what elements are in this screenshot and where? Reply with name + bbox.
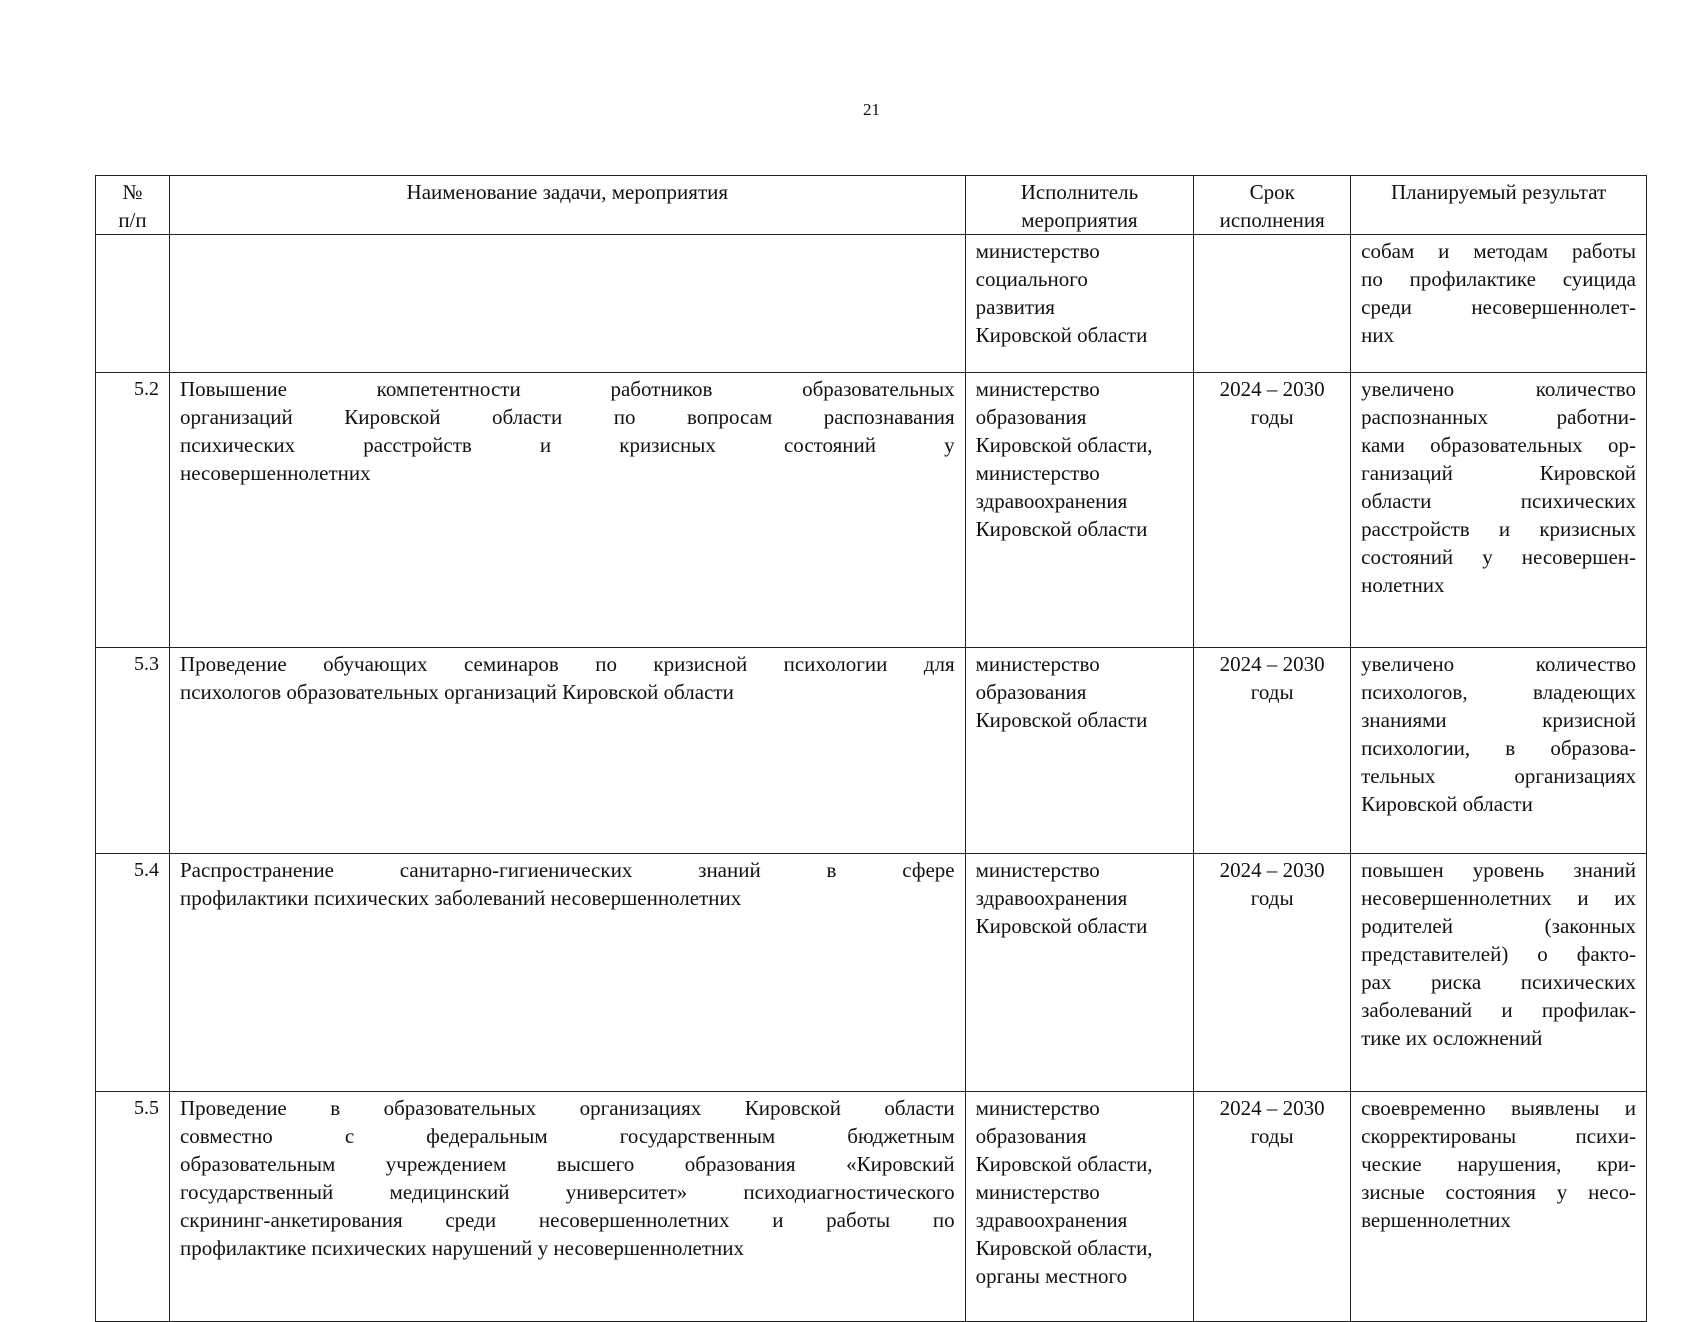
cell-executor — [965, 373, 1194, 648]
header-term-line: исполнения — [1219, 208, 1325, 232]
cell-executor — [965, 854, 1194, 1092]
header-task — [169, 176, 965, 235]
result-line: ками образовательных ор- — [1361, 433, 1636, 457]
executor-line: министерство — [975, 239, 1100, 263]
cell-term — [1194, 648, 1351, 854]
term-line: 2024 – 2030 — [1219, 377, 1325, 401]
term-line: годы — [1250, 886, 1294, 910]
result-line: несовершеннолетних и их — [1361, 886, 1636, 910]
term-line: 2024 – 2030 — [1219, 858, 1325, 882]
task-line: психологов образовательных организаций Кировской области — [179, 680, 734, 704]
task-line: государственный медицинский университет» психодиагностического — [179, 1180, 955, 1204]
cell-task — [169, 854, 965, 1092]
executor-line: образования — [975, 405, 1087, 429]
result-line: вершеннолетних — [1361, 1208, 1511, 1232]
result-line: повышен уровень знаний — [1361, 858, 1636, 882]
result-line: Кировской области — [1361, 792, 1533, 816]
term-line: годы — [1250, 1124, 1294, 1148]
executor-line: Кировской области — [975, 323, 1148, 347]
header-executor-line: мероприятия — [1021, 208, 1138, 232]
cell-executor — [965, 235, 1194, 373]
task-line: несовершеннолетних — [179, 461, 371, 485]
executor-line: Кировской области, — [975, 1152, 1153, 1176]
result-line: психологов, владеющих — [1361, 680, 1636, 704]
executor-line: министерство — [975, 858, 1100, 882]
result-line: представителей) о факто- — [1361, 942, 1636, 966]
header-executor — [965, 176, 1194, 235]
result-line: тике их осложнений — [1361, 1026, 1543, 1050]
header-term-line: Срок — [1249, 180, 1295, 204]
executor-line: Кировской области — [975, 708, 1148, 732]
table-row — [96, 373, 1647, 648]
term-line: 2024 – 2030 — [1219, 1096, 1325, 1120]
cell-num: 5.4 — [96, 854, 170, 1092]
executor-line: здравоохранения — [975, 1208, 1128, 1232]
table-row — [96, 1092, 1647, 1322]
cell-task — [169, 1092, 965, 1322]
term-line: 2024 – 2030 — [1219, 652, 1325, 676]
result-line: области психических — [1361, 489, 1636, 513]
task-line: профилактики психических заболеваний несовершеннолетних — [179, 886, 742, 910]
result-line: по профилактике суицида — [1361, 267, 1636, 291]
executor-line: здравоохранения — [975, 886, 1128, 910]
header-num-line: п/п — [118, 208, 147, 232]
result-line: собам и методам работы — [1361, 239, 1636, 263]
cell-term — [1194, 854, 1351, 1092]
table-row — [96, 648, 1647, 854]
result-line: нолетних — [1361, 573, 1445, 597]
result-line: расстройств и кризисных — [1361, 517, 1636, 541]
task-line: Проведение в образовательных организациях Кировской области — [179, 1096, 955, 1120]
executor-line: Кировской области, — [975, 1236, 1153, 1260]
executor-line: органы местного — [975, 1264, 1128, 1288]
result-line: увеличено количество — [1361, 377, 1636, 401]
task-line: психических расстройств и кризисных состояний у — [179, 433, 955, 457]
result-line: своевременно выявлены и — [1361, 1096, 1636, 1120]
header-result — [1351, 176, 1647, 235]
cell-task — [169, 235, 965, 373]
result-line: знаниями кризисной — [1361, 708, 1636, 732]
cell-task — [169, 648, 965, 854]
result-line: распознанных работни- — [1361, 405, 1636, 429]
result-line: психологии, в образова- — [1361, 736, 1636, 760]
cell-result — [1351, 648, 1647, 854]
result-line: ганизаций Кировской — [1361, 461, 1636, 485]
task-line: образовательным учреждением высшего образования «Кировский — [179, 1152, 955, 1176]
header-executor-line: Исполнитель — [1020, 180, 1139, 204]
result-line: них — [1361, 323, 1395, 347]
result-line: родителей (законных — [1361, 914, 1636, 938]
task-line: Проведение обучающих семинаров по кризисной психологии для — [179, 652, 955, 676]
executor-line: развития — [975, 295, 1055, 319]
executor-line: социального — [975, 267, 1088, 291]
executor-line: министерство — [975, 652, 1100, 676]
table-row — [96, 235, 1647, 373]
task-line: Распространение санитарно-гигиенических знаний в сфере — [179, 858, 955, 882]
cell-result — [1351, 1092, 1647, 1322]
result-line: рах риска психических — [1361, 970, 1636, 994]
executor-line: Кировской области — [975, 517, 1148, 541]
executor-line: Кировской области — [975, 914, 1148, 938]
executor-line: образования — [975, 680, 1087, 704]
header-term — [1194, 176, 1351, 235]
task-line: Повышение компетентности работников образовательных — [179, 377, 955, 401]
result-line: увеличено количество — [1361, 652, 1636, 676]
cell-task — [169, 373, 965, 648]
task-line: скрининг-анкетирования среди несовершеннолетних и работы по — [179, 1208, 955, 1232]
cell-num — [96, 235, 170, 373]
executor-line: образования — [975, 1124, 1087, 1148]
table-row — [96, 854, 1647, 1092]
header-result-label: Планируемый результат — [1390, 180, 1607, 204]
result-line: тельных организациях — [1361, 764, 1636, 788]
result-line: зисные состояния у несо- — [1361, 1180, 1636, 1204]
header-num — [96, 176, 170, 235]
header-num-line: № — [122, 180, 143, 204]
executor-line: здравоохранения — [975, 489, 1128, 513]
executor-line: министерство — [975, 1180, 1100, 1204]
measures-table — [95, 175, 1647, 1322]
executor-line: министерство — [975, 461, 1100, 485]
cell-term — [1194, 235, 1351, 373]
task-line: организаций Кировской области по вопросам распознавания — [179, 405, 955, 429]
cell-num: 5.3 — [96, 648, 170, 854]
header-task-label: Наименование задачи, мероприятия — [406, 180, 729, 204]
cell-result — [1351, 373, 1647, 648]
result-line: состояний у несовершен- — [1361, 545, 1636, 569]
result-line: среди несовершеннолет- — [1361, 295, 1636, 319]
cell-term — [1194, 1092, 1351, 1322]
executor-line: министерство — [975, 377, 1100, 401]
table-body — [96, 235, 1647, 1322]
executor-line: Кировской области, — [975, 433, 1153, 457]
cell-term — [1194, 373, 1351, 648]
cell-num: 5.2 — [96, 373, 170, 648]
task-line: профилактике психических нарушений у несовершеннолетних — [179, 1236, 745, 1260]
term-line: годы — [1250, 680, 1294, 704]
cell-num: 5.5 — [96, 1092, 170, 1322]
page-number: 21 — [863, 100, 880, 119]
result-line: скорректированы психи- — [1361, 1124, 1636, 1148]
cell-result — [1351, 854, 1647, 1092]
result-line: заболеваний и профилак- — [1361, 998, 1636, 1022]
result-line: ческие нарушения, кри- — [1361, 1152, 1636, 1176]
cell-executor — [965, 1092, 1194, 1322]
cell-result — [1351, 235, 1647, 373]
cell-executor — [965, 648, 1194, 854]
executor-line: министерство — [975, 1096, 1100, 1120]
task-line: совместно с федеральным государственным бюджетным — [179, 1124, 955, 1148]
table-header — [96, 176, 1647, 235]
term-line: годы — [1250, 405, 1294, 429]
